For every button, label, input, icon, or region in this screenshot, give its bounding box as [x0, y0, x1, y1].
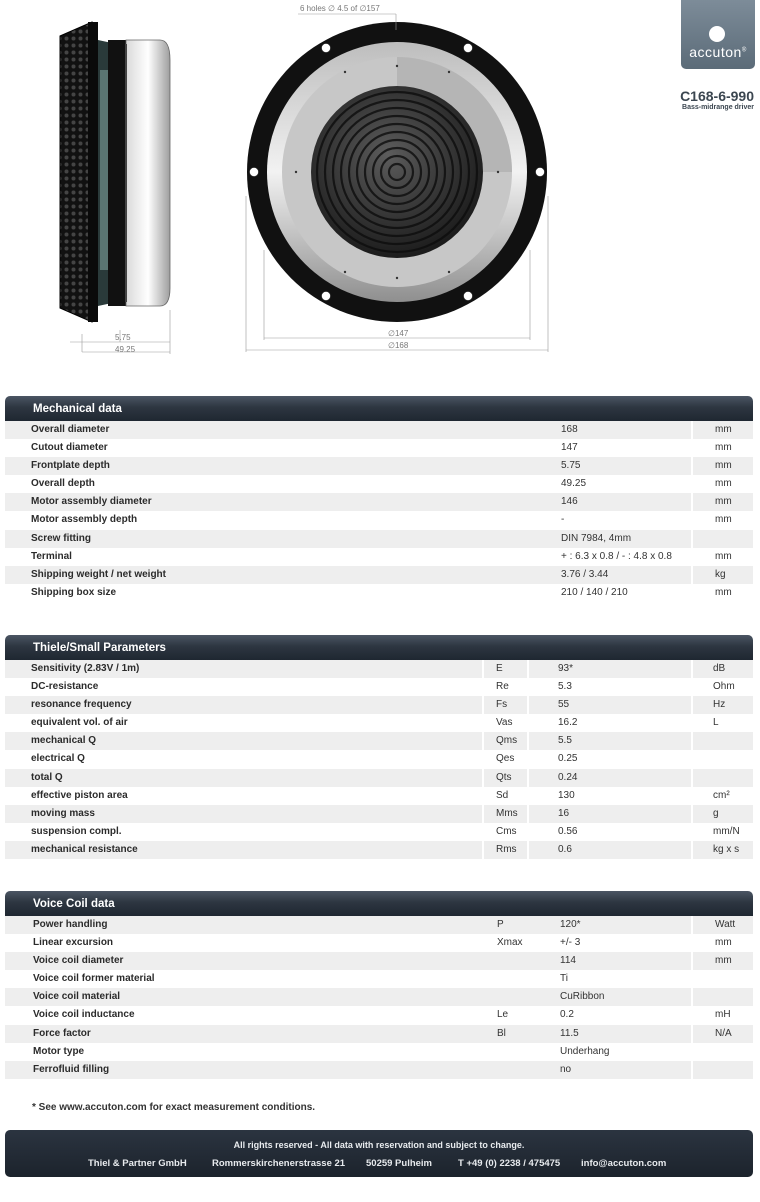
param-value: 5.75 — [561, 460, 581, 472]
param-unit: mm — [715, 586, 732, 598]
column-divider — [691, 421, 693, 439]
column-divider — [691, 714, 693, 732]
param-symbol: Rms — [496, 843, 517, 855]
table-row — [5, 678, 753, 696]
column-divider — [527, 769, 529, 787]
column-divider — [482, 750, 484, 768]
logo-text: accuton — [689, 44, 742, 60]
param-unit: kg x s — [713, 843, 740, 855]
param-label: Motor assembly diameter — [31, 496, 152, 508]
column-divider — [527, 714, 529, 732]
param-symbol: Vas — [496, 717, 513, 729]
param-label: mechanical resistance — [31, 843, 138, 855]
column-divider — [527, 787, 529, 805]
param-value: 0.56 — [558, 825, 578, 837]
footer-street: Rommerskirchenerstrasse 21 — [212, 1158, 346, 1169]
param-label: Frontplate depth — [31, 460, 110, 472]
param-value: no — [560, 1063, 572, 1075]
table-row — [5, 1043, 753, 1061]
column-divider — [482, 769, 484, 787]
param-value: Ti — [560, 973, 568, 985]
param-symbol: Qes — [496, 753, 515, 765]
column-divider — [691, 1006, 693, 1024]
param-value: 5.5 — [558, 735, 572, 747]
table-row — [5, 732, 753, 750]
param-label: equivalent vol. of air — [31, 717, 128, 729]
param-value: 168 — [561, 424, 578, 435]
table-row — [5, 1061, 753, 1079]
param-unit: Watt — [715, 919, 736, 930]
table-body — [5, 421, 753, 602]
param-label: Power handling — [33, 919, 108, 930]
param-symbol: Xmax — [497, 937, 523, 949]
logo-mark-icon — [709, 26, 725, 42]
param-label: Voice coil material — [33, 991, 121, 1003]
footer-city: 50259 Pulheim — [366, 1158, 433, 1169]
param-label: Overall diameter — [31, 424, 110, 435]
voice-coil-table — [5, 891, 753, 1079]
column-divider — [691, 439, 693, 457]
column-divider — [527, 750, 529, 768]
dim-depth: 49.25 — [115, 345, 136, 354]
param-value: 114 — [560, 955, 576, 967]
table-row — [5, 769, 753, 787]
param-label: Linear excursion — [33, 937, 114, 949]
table-body — [5, 660, 753, 859]
column-divider — [691, 732, 693, 750]
column-divider — [691, 934, 693, 952]
table-row — [5, 714, 753, 732]
param-value: 16.2 — [558, 717, 578, 729]
param-value: Underhang — [560, 1045, 610, 1057]
param-label: Voice coil former material — [33, 973, 155, 985]
table-row — [5, 916, 753, 934]
column-divider — [691, 841, 693, 859]
column-divider — [691, 916, 693, 934]
table-row — [5, 841, 753, 859]
param-unit: mm — [715, 442, 732, 454]
param-value: 210 / 140 / 210 — [561, 586, 628, 598]
param-value: 49.25 — [561, 478, 587, 490]
param-label: Motor assembly depth — [31, 514, 138, 526]
table-row — [5, 584, 753, 602]
column-divider — [691, 1043, 693, 1061]
param-label: total Q — [31, 771, 63, 783]
param-unit: Hz — [713, 699, 726, 711]
column-divider — [482, 841, 484, 859]
param-unit: g — [713, 807, 719, 819]
param-unit: kg — [715, 568, 726, 580]
column-divider — [482, 660, 484, 678]
table-row — [5, 421, 753, 439]
param-unit: mm — [715, 514, 732, 526]
param-label: suspension compl. — [31, 825, 122, 837]
param-value: 130 — [558, 789, 575, 801]
param-symbol: Mms — [496, 807, 518, 819]
column-divider — [691, 660, 693, 678]
param-unit: N/A — [715, 1027, 732, 1039]
column-divider — [482, 823, 484, 841]
param-symbol: Re — [496, 681, 509, 693]
column-divider — [691, 584, 693, 602]
registered-mark: ® — [741, 47, 747, 54]
param-value: 55 — [558, 699, 570, 711]
table-row — [5, 787, 753, 805]
param-value: 0.6 — [558, 843, 572, 855]
column-divider — [691, 787, 693, 805]
column-divider — [527, 823, 529, 841]
measurement-note: * See www.accuton.com for exact measurement conditions. — [32, 1102, 316, 1113]
param-value: 0.25 — [558, 753, 578, 765]
footer-rights: All rights reserved - All data with reservation and subject to change. — [233, 1140, 525, 1150]
table-row — [5, 952, 753, 970]
table-row — [5, 566, 753, 584]
param-symbol: Le — [497, 1009, 509, 1021]
param-label: electrical Q — [31, 753, 85, 765]
param-label: Ferrofluid filling — [33, 1063, 110, 1075]
column-divider — [691, 1061, 693, 1079]
column-divider — [691, 1025, 693, 1043]
table-row — [5, 1006, 753, 1024]
table-row — [5, 934, 753, 952]
param-value: 16 — [558, 807, 570, 819]
column-divider — [691, 970, 693, 988]
param-value: 93* — [558, 663, 574, 674]
param-unit: mH — [715, 1009, 731, 1021]
param-value: 5.3 — [558, 681, 572, 693]
table-row — [5, 457, 753, 475]
param-unit: cm² — [713, 789, 730, 801]
column-divider — [691, 750, 693, 768]
section-title: Mechanical data — [5, 396, 753, 421]
param-value: 11.5 — [560, 1027, 579, 1039]
model-number: C168-6-990 — [680, 88, 754, 104]
param-label: Screw fitting — [31, 532, 92, 544]
footer-phone: T +49 (0) 2238 / 475475 — [458, 1158, 561, 1169]
footer-company: Thiel & Partner GmbH — [88, 1158, 187, 1169]
column-divider — [527, 696, 529, 714]
param-symbol: Sd — [496, 789, 509, 801]
param-label: DC-resistance — [31, 681, 99, 693]
table-row — [5, 530, 753, 548]
param-value: 147 — [561, 442, 578, 454]
param-value: - — [561, 514, 565, 526]
dim-cutout: ∅147 — [388, 329, 409, 338]
accuton-logo — [681, 0, 755, 69]
param-unit: mm — [715, 550, 732, 562]
column-divider — [691, 457, 693, 475]
table-row — [5, 988, 753, 1006]
table-row — [5, 805, 753, 823]
param-label: moving mass — [31, 807, 95, 819]
section-title: Thiele/Small Parameters — [5, 635, 753, 660]
column-divider — [482, 714, 484, 732]
column-divider — [691, 952, 693, 970]
param-label: Sensitivity (2.83V / 1m) — [31, 663, 140, 674]
table-row — [5, 750, 753, 768]
column-divider — [691, 475, 693, 493]
param-symbol: P — [497, 919, 504, 930]
column-divider — [691, 530, 693, 548]
column-divider — [691, 696, 693, 714]
table-row — [5, 548, 753, 566]
param-label: Force factor — [33, 1027, 91, 1039]
column-divider — [527, 732, 529, 750]
param-symbol: Fs — [496, 699, 508, 711]
param-label: Terminal — [31, 550, 72, 562]
param-label: Voice coil inductance — [33, 1009, 135, 1021]
param-value: 120* — [560, 919, 581, 930]
param-unit: mm — [715, 478, 732, 490]
table-row — [5, 660, 753, 678]
table-body — [5, 916, 753, 1079]
param-value: DIN 7984, 4mm — [561, 532, 632, 544]
param-label: Overall depth — [31, 478, 95, 490]
param-unit: mm — [715, 496, 732, 508]
param-value: +/- 3 — [560, 937, 581, 949]
param-unit: Ohm — [713, 681, 735, 693]
param-unit: mm — [715, 424, 732, 435]
param-unit: L — [713, 717, 719, 729]
param-label: Voice coil diameter — [33, 955, 124, 967]
section-title: Voice Coil data — [5, 891, 753, 916]
table-row — [5, 475, 753, 493]
param-unit: mm — [715, 460, 732, 472]
param-unit: dB — [713, 663, 726, 674]
param-symbol: Bl — [497, 1027, 506, 1039]
column-divider — [527, 678, 529, 696]
param-value: 0.2 — [560, 1009, 574, 1021]
table-row — [5, 696, 753, 714]
column-divider — [482, 732, 484, 750]
mechanical-data-table — [5, 396, 753, 602]
footer — [5, 1130, 753, 1177]
column-divider — [691, 511, 693, 529]
side-view-drawing — [60, 22, 170, 354]
dim-frontplate: 5.75 — [115, 333, 131, 342]
table-row — [5, 1025, 753, 1043]
param-unit: mm — [715, 937, 732, 949]
column-divider — [691, 769, 693, 787]
param-symbol: Qms — [496, 735, 518, 747]
param-label: Motor type — [33, 1045, 85, 1057]
column-divider — [691, 988, 693, 1006]
column-divider — [482, 787, 484, 805]
param-value: + : 6.3 x 0.8 / - : 4.8 x 0.8 — [561, 550, 672, 562]
param-label: effective piston area — [31, 789, 128, 801]
column-divider — [691, 823, 693, 841]
footer-email-link[interactable]: info@accuton.com — [581, 1158, 667, 1169]
table-row — [5, 439, 753, 457]
table-row — [5, 493, 753, 511]
param-unit: mm — [715, 955, 732, 967]
param-symbol: Cms — [496, 825, 517, 837]
param-label: resonance frequency — [31, 699, 132, 711]
param-label: Shipping box size — [31, 586, 117, 598]
param-label: Cutout diameter — [31, 442, 108, 454]
column-divider — [482, 678, 484, 696]
table-row — [5, 511, 753, 529]
param-value: 0.24 — [558, 771, 578, 783]
param-symbol: E — [496, 663, 503, 674]
column-divider — [691, 805, 693, 823]
driver-drawings — [0, 0, 760, 370]
column-divider — [527, 805, 529, 823]
column-divider — [482, 696, 484, 714]
column-divider — [691, 566, 693, 584]
param-value: 3.76 / 3.44 — [561, 568, 609, 580]
param-value: 146 — [561, 496, 578, 508]
model-subtitle: Bass-midrange driver — [682, 104, 754, 111]
param-symbol: Qts — [496, 771, 512, 783]
front-view-drawing — [246, 14, 548, 352]
param-value: CuRibbon — [560, 991, 605, 1003]
param-unit: mm/N — [713, 825, 740, 837]
column-divider — [527, 660, 529, 678]
param-label: mechanical Q — [31, 735, 97, 747]
column-divider — [691, 548, 693, 566]
column-divider — [527, 841, 529, 859]
column-divider — [691, 493, 693, 511]
param-label: Shipping weight / net weight — [31, 568, 166, 580]
holes-label: 6 holes ∅ 4.5 of ∅157 — [300, 4, 380, 13]
table-row — [5, 823, 753, 841]
table-row — [5, 970, 753, 988]
thiele-small-table — [5, 635, 753, 859]
dim-overall: ∅168 — [388, 341, 409, 350]
column-divider — [482, 805, 484, 823]
column-divider — [691, 678, 693, 696]
